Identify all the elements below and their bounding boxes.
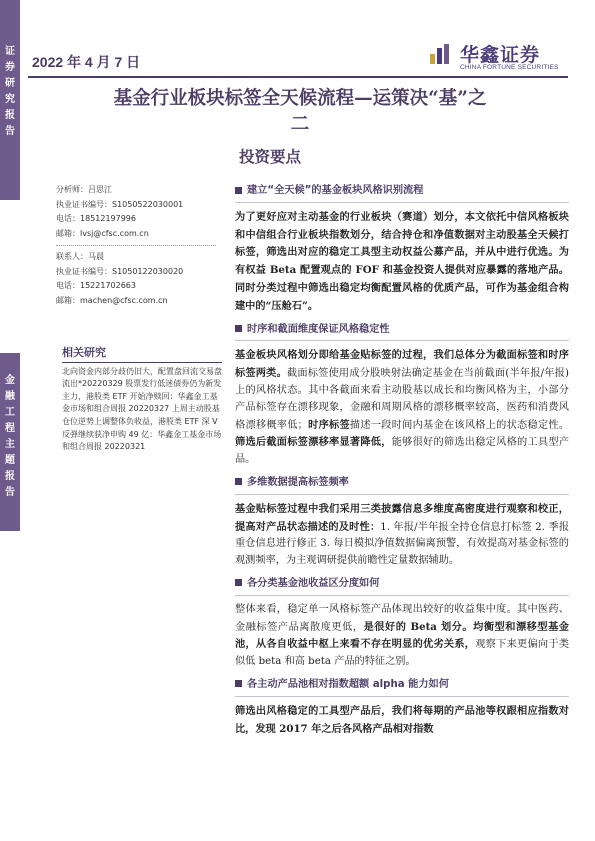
related-research-title: 相关研究 <box>62 346 106 359</box>
contact-cert: 执业证书编号：S1050122030020 <box>56 266 184 276</box>
section-heading: 时序和截面维度保证风格稳定性 <box>235 322 569 342</box>
section-paragraph: 为了更好应对主动基金的行业板块（赛道）划分，本文依托中信风格板块和中信组合行业板块指数划分，结合持仓和净值数据对主动股基全天候打标签，筛选出对应的稳定工具型主动权益公募产品，并从中进行优选。为有权益 Beta 配置观点的 FOF 和基金投资人提供对应暴露的落地产品。同时分类过程中筛选出稳定均衡配置风格的优质产品，可作为基金组合构建中的“压舱石”。 <box>235 210 569 312</box>
analyst-role: 分析师：吕思江 <box>56 185 112 194</box>
analyst-divider <box>56 245 216 246</box>
bullet-square-icon <box>235 579 242 586</box>
analyst-phone: 电话：18512197996 <box>56 214 136 223</box>
key-points-body <box>235 183 569 744</box>
bullet-square-icon <box>235 680 242 687</box>
analyst-email[interactable]: 邮箱：lvsj@cfsc.com.cn <box>56 228 149 238</box>
report-date: 2022 年 4 月 7 日 <box>32 54 141 70</box>
bullet-square-icon <box>235 325 242 332</box>
section-heading: 建立“全天候”的基金板块风格识别流程 <box>235 183 569 203</box>
section-heading: 各分类基金池收益区分度如何 <box>235 576 569 596</box>
contact-phone: 电话：15221702663 <box>56 281 136 290</box>
header-rule <box>28 76 568 78</box>
section-paragraph: 整体来看，稳定单一风格标签产品体现出较好的收益集中度。其中医药、金融标签产品离散度更低，是很好的 Beta 划分。均衡型和漂移型基金池，从各自收益中枢上来看不存在明显的优劣关系，观察下来更偏向于类似低 beta 和高 beta 产品的特征之别。 <box>235 603 570 668</box>
report-title <box>32 86 568 138</box>
section-paragraph: 基金贴标签过程中我们采用三类披露信息多维度高密度进行观察和校正，提高对产品状态描述的及时性：1. 年报/半年报全持仓信息打标签 2. 季报重仓信息进行修正 3. 每日模拟净值数据偏离预警，有效提高对基金标签的观测频率，为主观调研提供前瞻性定量数据辅助。 <box>235 502 570 567</box>
bullet-square-icon <box>235 187 242 194</box>
section-heading: 各主动产品池相对指数超额 alpha 能力如何 <box>235 677 569 697</box>
report-title-line-1: 基金行业板块标签全天候流程—运策决“基”之 <box>113 88 487 109</box>
company-logo <box>420 38 570 78</box>
section-heading: 多维数据提高标签频率 <box>235 475 569 495</box>
related-research-text: 北向资金内部分歧仍旧大，配置盘回流交易盘流出*20220329 股票发行低迷债券仍为新发主力，港股类 ETF 开始净赎回：华鑫金工基金市场和组合周报 20220327 上周主动股基仓位逆势上调整体负收益，港股类 ETF 深 V 反弹继续获净申购 49 亿：华鑫金工基金市场和组合周报 20220321 <box>62 366 222 452</box>
bullet-square-icon <box>235 478 242 485</box>
report-type-vertical-label: 证 券 研 究 报 告 <box>5 46 15 137</box>
contact-role: 联系人：马晨 <box>56 252 104 261</box>
logo-mark-icon <box>428 42 452 66</box>
section-paragraph: 基金板块风格划分即给基金贴标签的过程，我们总体分为截面标签和时序标签两类。截面标签使用成分股映射法确定基金在当前截面(半年报/年报)上的风格状态。其中各截面来看主动股基以成长和均衡风格为主，小部分产品标签存在漂移现象，金融和周期风格的漂移概率较高，医药和消费风格漂移概率低；时序标签描述一段时间内基金在该风格上的状态稳定性。筛选后截面标签漂移率显著降低，能够很好的筛选出稳定风格的工具型产品。 <box>235 349 570 466</box>
contact-email[interactable]: 邮箱：machen@cfsc.com.cn <box>56 295 168 305</box>
related-research-rule <box>62 362 222 363</box>
key-points-heading: 投资要点 <box>239 147 302 166</box>
analyst-info <box>56 183 216 308</box>
analyst-cert: 执业证书编号：S1050522030001 <box>56 199 184 209</box>
logo-english-name: CHINA FORTUNE SECURITIES <box>460 64 559 71</box>
section-paragraph: 筛选出风格稳定的工具型产品后，我们将每期的产品池等权跟相应指数对比，发现 2017 年之后各风格产品相对指数 <box>235 704 569 735</box>
report-title-line-2: 二 <box>290 114 310 135</box>
logo-chinese-name: 华鑫证券 <box>460 44 541 66</box>
related-research <box>62 347 222 454</box>
report-category-vertical-label: 金 融 工 程 主 题 报 告 <box>5 375 15 498</box>
